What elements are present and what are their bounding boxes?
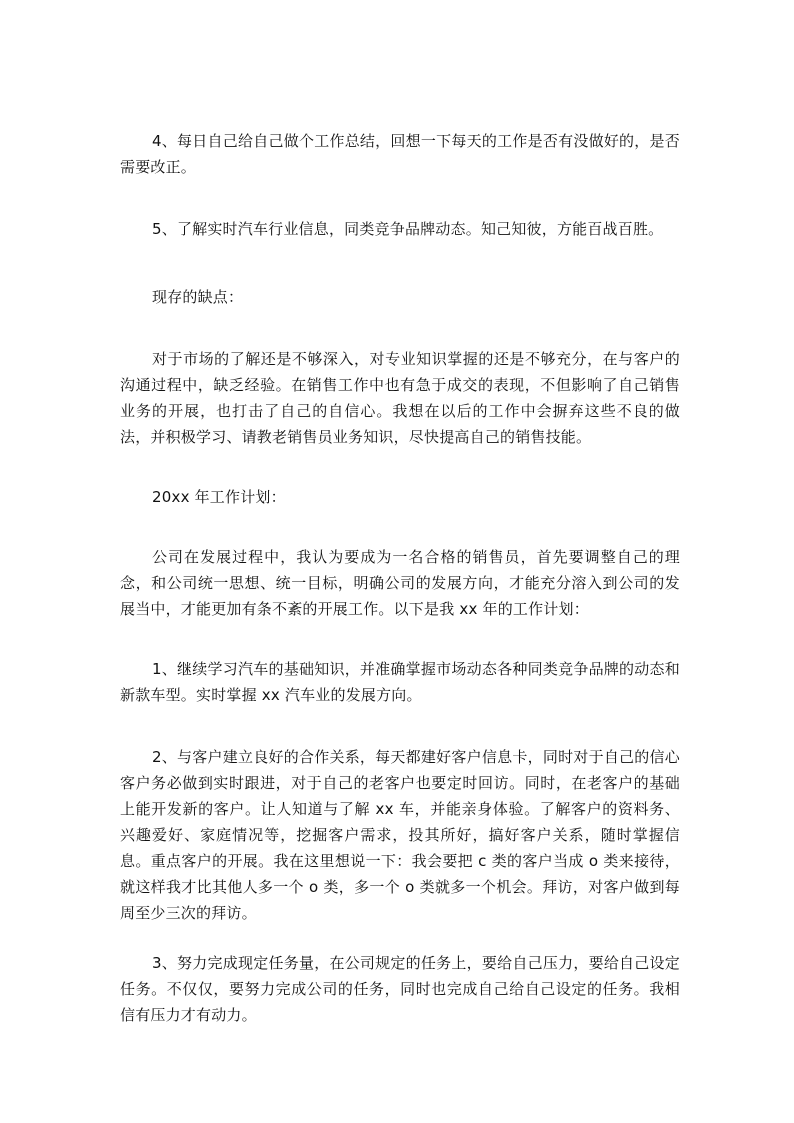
paragraph-item-5: 5、了解实时汽车行业信息，同类竞争品牌动态。知己知彼，方能百战百胜。 [152,220,664,238]
section-heading-work-plan: 20xx 年工作计划： [152,488,286,506]
paragraph-plan-item-1: 1、继续学习汽车的基础知识，并准确掌握市场动态各种同类竞争品牌的动态和新款车型。实时掌握 xx 汽车业的发展方向。 [120,660,680,704]
section-heading-shortcomings: 现存的缺点： [152,288,244,306]
paragraph-shortcomings: 对于市场的了解还是不够深入，对专业知识掌握的还是不够充分，在与客户的沟通过程中，缺乏经验。在销售工作中也有急于成交的表现，不但影响了自己销售业务的开展，也打击了自己的自信心。我想在以后的工作中会摒弃这些不良的做法，并积极学习、请教老销售员业务知识，尽快提高自己的销售技能。 [120,350,680,446]
paragraph-work-plan-intro: 公司在发展过程中，我认为要成为一名合格的销售员，首先要调整自己的理念，和公司统一思想、统一目标，明确公司的发展方向，才能充分溶入到公司的发展当中，才能更加有条不紊的开展工作。以下是我 xx 年的工作计划： [120,548,680,618]
paragraph-plan-item-2: 2、与客户建立良好的合作关系，每天都建好客户信息卡，同时对于自己的信心客户务必做到实时跟进，对于自己的老客户也要定时回访。同时，在老客户的基础上能开发新的客户。让人知道与了解 xx 车，并能亲身体验。了解客户的资料务、兴趣爱好、家庭情况等，挖掘客户需求，投其所好，搞好客户关系，随时掌握信息。重点客户的开展。我在这里想说一下：我会要把 c 类的客户当成 o 类来接待，就这样我才比其他人多一个 o 类，多一个 o 类就多一个机会。拜访，对客户做到每周至少三次的拜访。 [120,748,680,922]
paragraph-plan-item-3: 3、努力完成现定任务量，在公司规定的任务上，要给自己压力，要给自己设定任务。不仅仅，要努力完成公司的任务，同时也完成自己给自己设定的任务。我相信有压力才有动力。 [120,954,680,1024]
paragraph-item-4: 4、每日自己给自己做个工作总结，回想一下每天的工作是否有没做好的，是否需要改正。 [120,132,680,176]
